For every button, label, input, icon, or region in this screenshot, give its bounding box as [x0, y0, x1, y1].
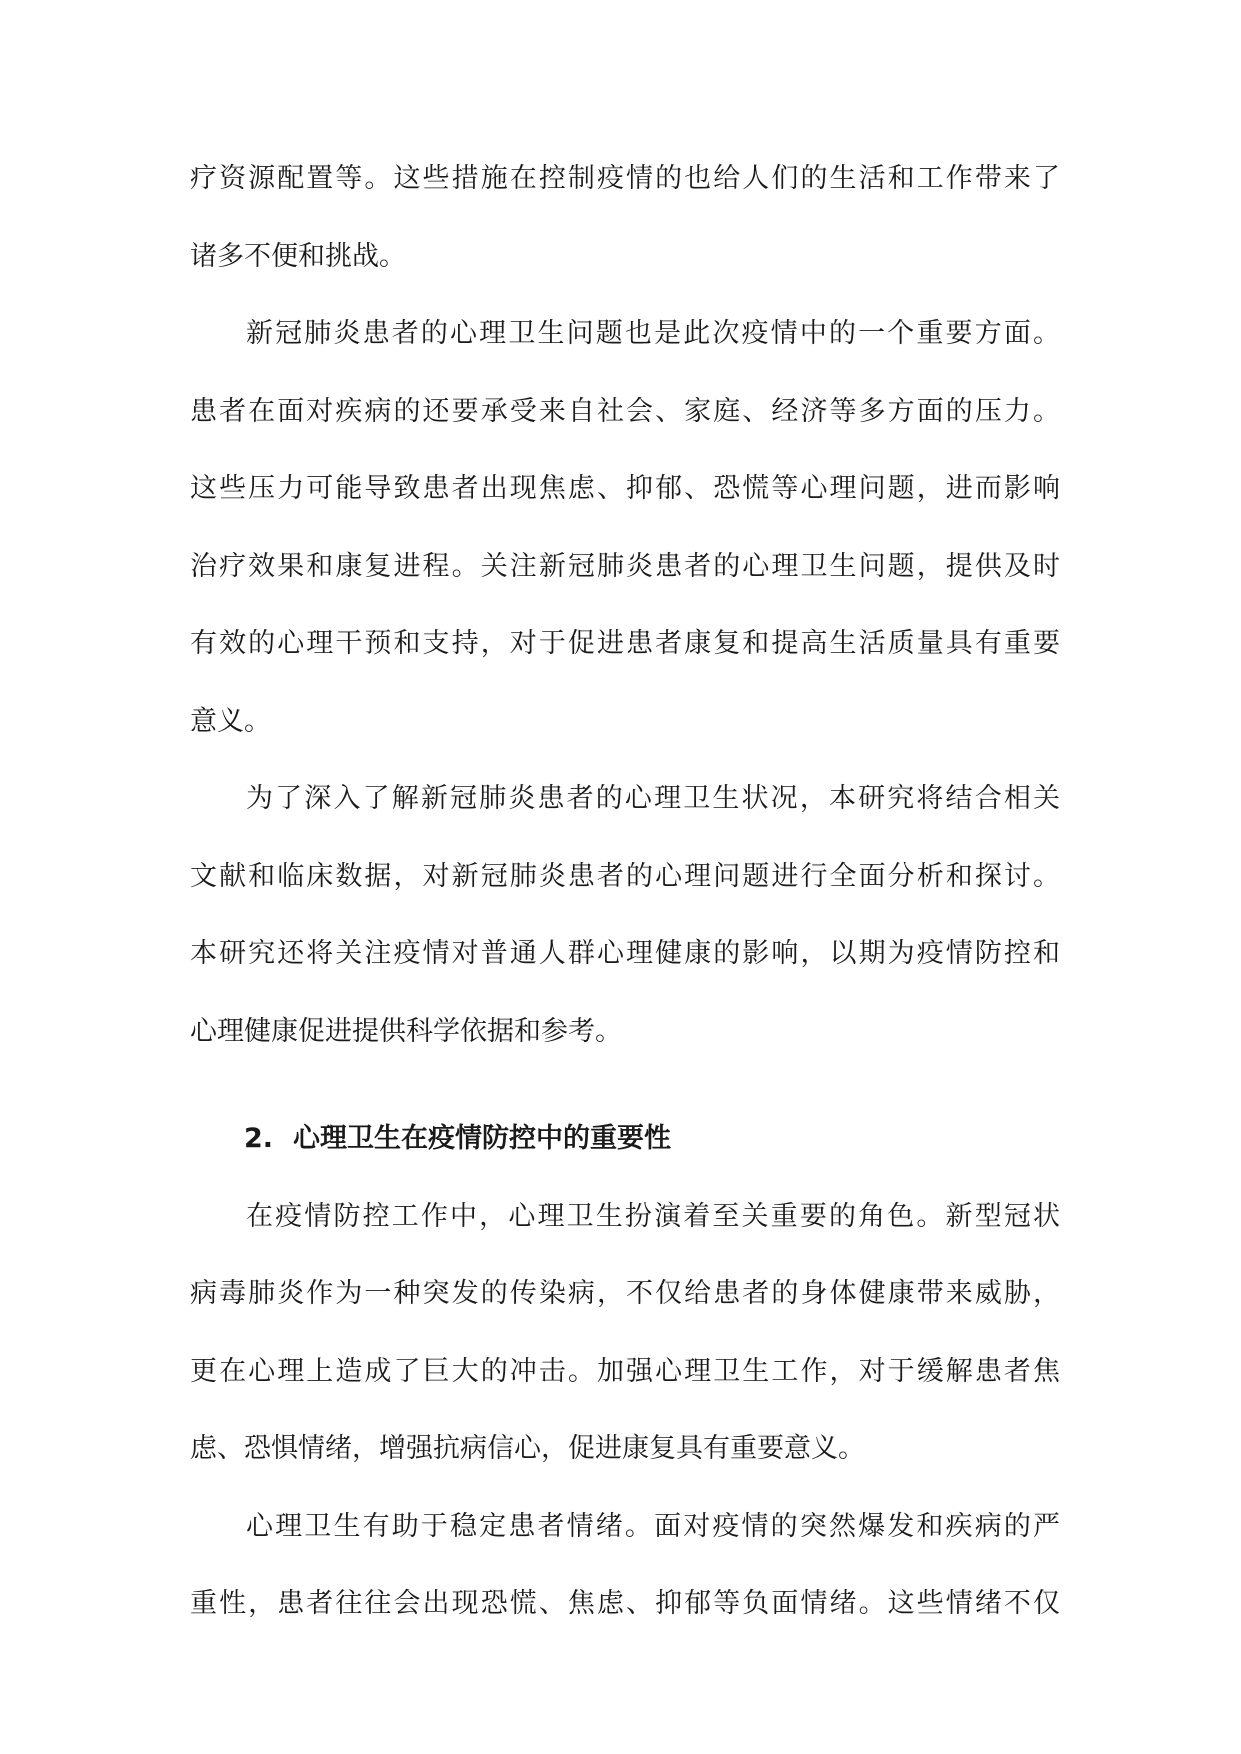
paragraph-line: 有效的心理干预和支持，对于促进患者康复和提高生活质量具有重要 — [190, 628, 1060, 659]
document-body — [190, 140, 1060, 1643]
paragraph-line: 治疗效果和康复进程。关注新冠肺炎患者的心理卫生问题，提供及时 — [190, 550, 1060, 582]
section-number: 2. — [244, 1123, 274, 1154]
paragraph-line: 重性，患者往往会出现恐慌、焦虑、抑郁等负面情绪。这些情绪不仅 — [190, 1588, 1060, 1619]
paragraph-3 — [190, 760, 1060, 1070]
paragraph-line: 在疫情防控工作中，心理卫生扮演着至关重要的角色。新型冠状 — [246, 1200, 1060, 1232]
paragraph-line: 更在心理上造成了巨大的冲击。加强心理卫生工作，对于缓解患者焦 — [190, 1355, 1060, 1387]
paragraph-line: 文献和临床数据，对新冠肺炎患者的心理问题进行全面分析和探讨。 — [190, 860, 1060, 892]
paragraph-1 — [190, 140, 1060, 295]
paragraph-line: 诸多不便和挑战。 — [190, 240, 406, 272]
paragraph-line: 本研究还将关注疫情对普通人群心理健康的影响，以期为疫情防控和 — [190, 938, 1060, 969]
paragraph-line: 虑、恐惧情绪，增强抗病信心，促进康复具有重要意义。 — [190, 1433, 865, 1464]
paragraph-5 — [190, 1488, 1060, 1643]
paragraph-line: 这些压力可能导致患者出现焦虑、抑郁、恐慌等心理问题，进而影响 — [190, 473, 1060, 504]
paragraph-line: 疗资源配置等。这些措施在控制疫情的也给人们的生活和工作带来了 — [190, 163, 1060, 194]
paragraph-line: 心理健康促进提供科学依据和参考。 — [190, 1015, 622, 1047]
section-gap — [190, 1070, 1060, 1100]
paragraph-2 — [190, 295, 1060, 760]
section-heading — [190, 1100, 1060, 1178]
paragraph-line: 患者在面对疾病的还要承受来自社会、家庭、经济等多方面的压力。 — [190, 395, 1060, 427]
paragraph-line: 新冠肺炎患者的心理卫生问题也是此次疫情中的一个重要方面。 — [246, 318, 1060, 349]
paragraph-line: 意义。 — [190, 705, 271, 737]
paragraph-line: 心理卫生有助于稳定患者情绪。面对疫情的突然爆发和疾病的严 — [246, 1510, 1060, 1542]
paragraph-4 — [190, 1178, 1060, 1488]
paragraph-line: 为了深入了解新冠肺炎患者的心理卫生状况，本研究将结合相关 — [246, 783, 1060, 814]
paragraph-line: 病毒肺炎作为一种突发的传染病，不仅给患者的身体健康带来威胁， — [190, 1278, 1060, 1309]
section-title: 心理卫生在疫情防控中的重要性 — [293, 1123, 672, 1154]
